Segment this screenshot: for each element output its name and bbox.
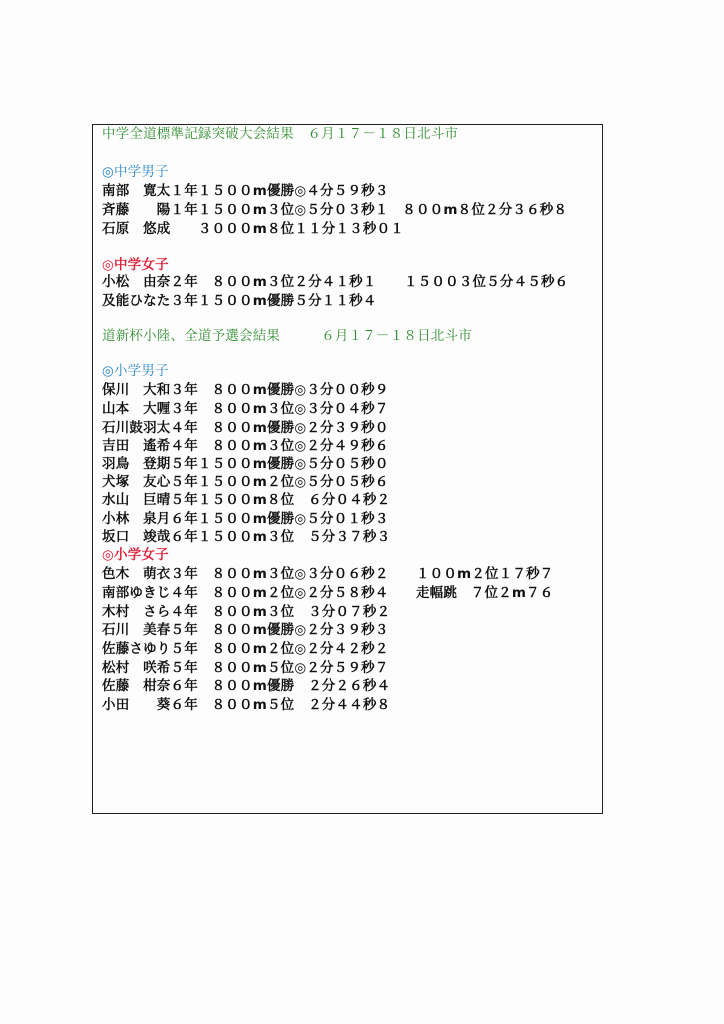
result-row: 山本 大喱３年 ８００m３位◎３分０４秒７: [102, 401, 389, 417]
result-row: 斉藤 陽１年１５００m３位◎５分０３秒１ ８００m８位２分３６秒８: [102, 202, 568, 218]
heading-elementary-boys: ◎小学男子: [102, 363, 169, 379]
result-row: 及能ひなた３年１５００m優勝５分１１秒４: [102, 293, 377, 309]
result-row: 犬塚 友心５年１５００m２位◎５分０５秒６: [102, 474, 389, 490]
heading-elementary-girls: ◎小学女子: [102, 547, 169, 563]
result-row: 南部ゆきじ４年 ８００m２位◎２分５８秒４ 走幅跳 ７位２m７６: [102, 585, 554, 601]
result-row: 石川鼓羽太４年 ８００m優勝◎２分３９秒０: [102, 420, 389, 436]
heading-middle-school-boys: ◎中学男子: [102, 164, 169, 180]
result-row: 佐藤さゆり５年 ８００m２位◎２分４２秒２: [102, 641, 389, 657]
result-row: 南部 寛太１年１５００m優勝◎４分５９秒３: [102, 183, 389, 199]
result-row: 水山 巨晴５年１５００m８位 ６分０４秒２: [102, 492, 391, 508]
result-row: 坂口 竣哉６年１５００m３位 ５分３７秒３: [102, 529, 391, 545]
result-row: 吉田 遙希４年 ８００m３位◎２分４９秒６: [102, 438, 389, 454]
title-elementary-meet: 道新杯小陸、全道予選会結果 ６月１７－１８日北斗市: [102, 328, 472, 344]
result-row: 羽鳥 登期５年１５００m優勝◎５分０５秒０: [102, 456, 389, 472]
result-row: 松村 咲希５年 ８００m５位◎２分５９秒７: [102, 660, 389, 676]
result-row: 石川 美春５年 ８００m優勝◎２分３９秒３: [102, 622, 389, 638]
heading-middle-school-girls: ◎中学女子: [102, 257, 169, 273]
result-row: 石原 悠成 ３０００m８位１１分１３秒０１: [102, 221, 404, 237]
result-row: 小林 泉月６年１５００m優勝◎５分０１秒３: [102, 511, 389, 527]
title-middle-school-meet: 中学全道標準記録突破大会結果 ６月１７－１８日北斗市: [102, 126, 459, 142]
result-row: 小松 由奈２年 ８００m３位２分４１秒１ １５００３位５分４５秒６: [102, 274, 569, 290]
result-row: 保川 大和３年 ８００m優勝◎３分００秒９: [102, 382, 389, 398]
result-row: 色木 萌衣３年 ８００m３位◎３分０６秒２ １００m２位１７秒７: [102, 566, 554, 582]
result-row: 木村 さら４年 ８００m３位 ３分０７秒２: [102, 604, 391, 620]
result-row: 佐藤 柑奈６年 ８００m優勝 ２分２６秒４: [102, 678, 391, 694]
result-row: 小田 葵６年 ８００m５位 ２分４４秒８: [102, 697, 391, 713]
